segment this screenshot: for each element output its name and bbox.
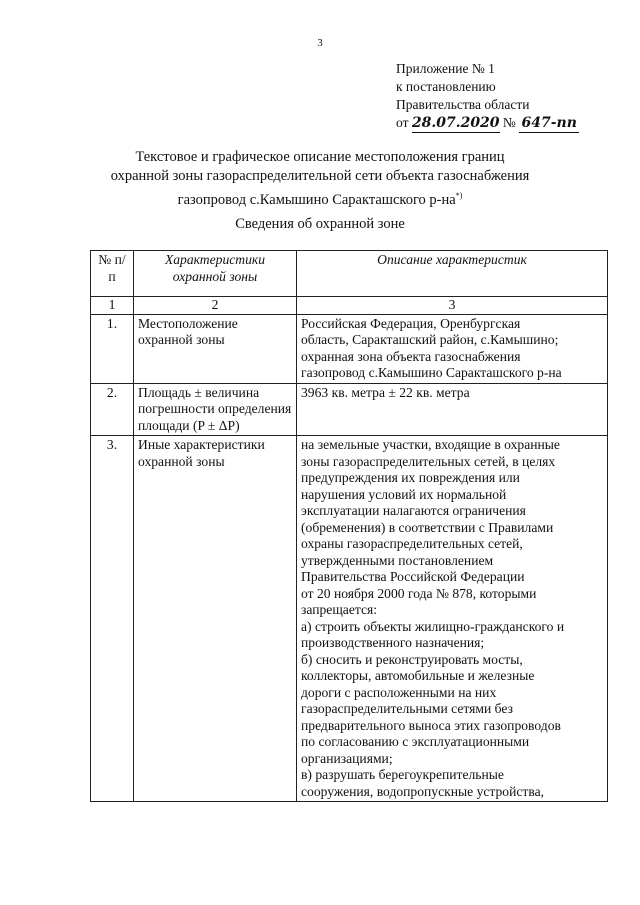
row-number: 1.: [91, 314, 134, 383]
row-characteristic: Местоположение охранной зоны: [134, 314, 297, 383]
footnote-mark: *): [455, 191, 463, 200]
description-line: зоны газораспределительных сетей, в целях: [301, 453, 556, 469]
index-cell: 3: [297, 297, 608, 315]
protection-zone-table: [90, 250, 608, 802]
description-line: область, Саракташский район, с.Камышино;: [301, 332, 559, 347]
appendix-line-1: Приложение № 1: [396, 61, 495, 76]
description-line: газораспределительными сетями без: [301, 701, 513, 716]
row-description: [297, 436, 608, 802]
row-characteristic: Иные характеристики охранной зоны: [134, 436, 297, 802]
description-line: от 20 ноября 2000 года № 878, которыми: [301, 585, 537, 601]
appendix-block: [396, 60, 579, 133]
table-header-row: [91, 251, 608, 297]
description-line: охранная зона объекта газоснабжения: [301, 348, 521, 364]
header-description: Описание характеристик: [297, 251, 608, 297]
handwritten-date: 28.07.2020: [411, 115, 500, 131]
description-line: Правительства Российской Федерации: [301, 569, 525, 584]
description-line: утвержденными постановлением: [301, 552, 494, 568]
description-line: охраны газораспределительных сетей,: [301, 536, 523, 551]
description-line: по согласованию с эксплуатационными: [301, 734, 530, 749]
header-number: № п/п: [91, 251, 134, 297]
description-line: организациями;: [301, 750, 393, 766]
number-label: №: [502, 115, 516, 130]
index-cell: 1: [91, 297, 134, 315]
title-line-1: Текстовое и графическое описание местоположения границ: [135, 149, 505, 165]
handwritten-number: 647-пп: [519, 114, 579, 133]
table-row: [91, 314, 608, 383]
row-description: [297, 314, 608, 383]
description-line: б) сносить и реконструировать мосты,: [301, 651, 523, 667]
header-characteristics: Характеристики охранной зоны: [134, 251, 297, 297]
row-description: [297, 383, 608, 436]
description-line: 3963 кв. метра ± 22 кв. метра: [301, 384, 470, 400]
row-number: 2.: [91, 383, 134, 436]
description-line: сооружения, водопропускные устройства,: [301, 783, 545, 799]
from-label: от: [396, 115, 409, 130]
column-index-row: [91, 297, 608, 315]
description-line: запрещается:: [301, 602, 378, 617]
appendix-line-2: к постановлению: [396, 79, 496, 94]
index-cell: 2: [134, 297, 297, 315]
title-line-3: газопровод с.Камышино Саракташского р-на*): [177, 191, 463, 208]
description-line: дороги с расположенными на них: [301, 684, 497, 700]
page-number: 3: [317, 37, 323, 49]
description-line: в) разрушать берегоукрепительные: [301, 767, 504, 782]
appendix-date-line: [396, 114, 579, 133]
table-row: [91, 436, 608, 802]
description-line: Российская Федерация, Оренбургская: [301, 315, 521, 331]
description-line: газопровод с.Камышино Саракташского р-на: [301, 365, 562, 380]
description-line: нарушения условий их нормальной: [301, 486, 507, 502]
appendix-line-3: Правительства области: [396, 97, 530, 112]
document-title: [60, 148, 580, 210]
description-line: предупреждения их повреждения или: [301, 470, 520, 485]
row-number: 3.: [91, 436, 134, 802]
table-row: [91, 383, 608, 436]
description-line: эксплуатации налагаются ограничения: [301, 503, 526, 518]
description-line: производственного назначения;: [301, 635, 485, 650]
description-line: на земельные участки, входящие в охранные: [301, 437, 560, 452]
description-line: коллекторы, автомобильные и железные: [301, 668, 535, 683]
description-line: предварительного выноса этих газопроводов: [301, 717, 561, 733]
description-line: (обременения) в соответствии с Правилами: [301, 519, 554, 535]
description-line: а) строить объекты жилищно-гражданского и: [301, 618, 565, 634]
row-characteristic: Площадь ± величина погрешности определения площади (P ± ΔP): [134, 383, 297, 436]
title-line-2: охранной зоны газораспределительной сети объекта газоснабжения: [110, 168, 530, 184]
section-subtitle: Сведения об охранной зоне: [235, 216, 405, 232]
